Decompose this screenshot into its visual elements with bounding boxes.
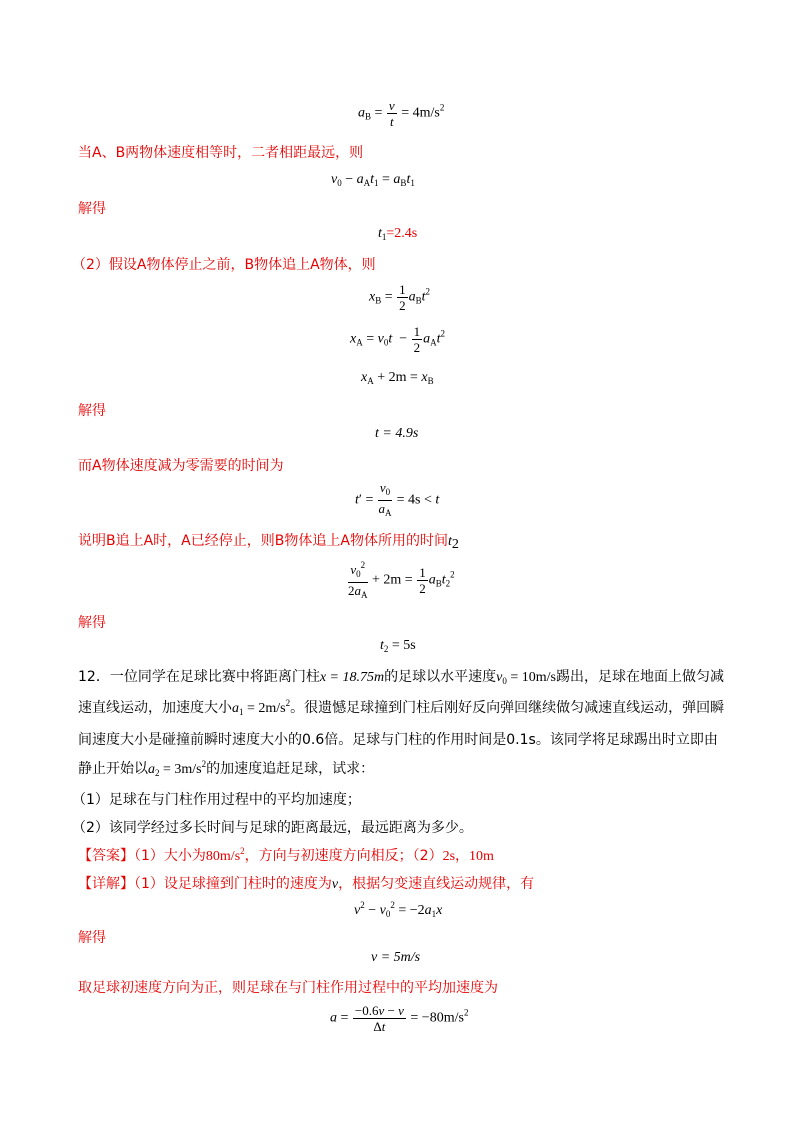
equation-equal-velocity: $v_0 - a_At_1 = a_Bt_1$ bbox=[331, 172, 415, 188]
answer-tag: 【答案】 bbox=[78, 848, 134, 864]
equation-aB: $a_B$ = $\frac{v}{t}$ = $4m/s^2$ bbox=[358, 98, 445, 129]
equation-v: v = 5m/s bbox=[371, 950, 421, 965]
question-12-part-1: （1）足球在与门柱作用过程中的平均加速度； bbox=[72, 792, 361, 808]
answer-line: 【答案】（1）大小为$80m/s^2$，方向与初速度方向相反；（2）2s，10m bbox=[78, 846, 494, 864]
q-x-value: x = 18.75m bbox=[319, 670, 385, 685]
text-line-6-text: 说明B追上A时，A已经停止，则B物体追上A物体所用的时间 bbox=[78, 533, 448, 549]
text-line-1: 当A、B两物体速度相等时，二者相距最远，则 bbox=[78, 145, 364, 161]
q-v0-value: = 10m/s bbox=[510, 670, 556, 685]
equation-xB: $x_B$ = $\frac{1}{2}$ $a_Bt^2$ bbox=[369, 282, 431, 313]
equation-xA-xB: $x_A + 2m = x_B$ bbox=[361, 370, 434, 386]
equation-t: t = 4.9s bbox=[375, 426, 419, 441]
text-line-5: 而A物体速度减为零需要的时间为 bbox=[78, 458, 284, 474]
answer-text-c: 2s，10m bbox=[442, 849, 494, 864]
text-line-2: 解得 bbox=[78, 201, 106, 217]
q-a2-value: = 3m/s bbox=[163, 762, 202, 777]
t2-value: = 5s bbox=[391, 638, 416, 653]
question-12-line-1: 12．一位同学在足球比赛中将距离门柱x = 18.75m的足球以水平速度$v_0 = 10m/s$踢出，足球在地面上做匀减 bbox=[78, 669, 724, 686]
answer-text-a: （1）大小为 bbox=[134, 848, 206, 864]
q-text-d: 速直线运动，加速度大小 bbox=[78, 700, 232, 716]
detail-text-b: ，根据匀变速直线运动规律，有 bbox=[338, 876, 535, 892]
q-text-b: 的足球以水平速度 bbox=[384, 669, 497, 685]
detail-text-a: （1）设足球撞到门柱时的速度为 bbox=[134, 876, 332, 892]
question-12-line-3: 间速度大小是碰撞前瞬时速度大小的0.6倍。足球与门柱的作用时间是0.1s。该同学将足球踢出时立即由 bbox=[78, 732, 718, 748]
text-line-4: 解得 bbox=[78, 403, 106, 419]
question-12-line-2: 速直线运动，加速度大小$a_1 = 2m/s^2$。很遗憾足球撞到门柱后刚好反向弹回继续做匀减速直线运动，弹回瞬 bbox=[78, 698, 725, 717]
equation-avg-acceleration: a = $\frac{-0.6v - v}{\Delta t}$ = $-80m/s^2$ bbox=[330, 1003, 469, 1034]
text-line-8: 解得 bbox=[78, 930, 106, 946]
equation-t-prime: t′ = $\frac{v_0}{a_A}$ = 4s < t bbox=[355, 480, 440, 518]
answer-text-b: ，方向与初速度方向相反；（2） bbox=[244, 848, 443, 864]
text-line-6: 说明B追上A时，A已经停止，则B物体追上A物体所用的时间t2 bbox=[78, 533, 459, 552]
text-line-7: 解得 bbox=[78, 615, 106, 631]
q-text-c: 踢出，足球在地面上做匀减 bbox=[555, 669, 724, 685]
t1-result: =2.4s bbox=[386, 226, 418, 241]
q-text-h: 的加速度追赶足球，试求： bbox=[206, 761, 375, 777]
q-text-e: 。很遗憾足球撞到门柱后刚好反向弹回继续做匀减速直线运动，弹回瞬 bbox=[290, 700, 725, 716]
equation-t2: $t_2 = 5s$ bbox=[380, 638, 416, 654]
equation-t1: $t_1=2.4s$ bbox=[378, 226, 418, 242]
question-12-line-4: 静止开始以$a_2 = 3m/s^2$的加速度追赶足球，试求： bbox=[78, 759, 375, 778]
question-12-part-2: （2）该同学经过多长时间与足球的距离最远，最远距离为多少。 bbox=[72, 820, 473, 836]
detail-tag: 【详解】 bbox=[78, 876, 134, 892]
text-line-9: 取足球初速度方向为正，则足球在与门柱作用过程中的平均加速度为 bbox=[78, 980, 498, 996]
q-text-g: 静止开始以 bbox=[78, 761, 148, 777]
detail-line: 【详解】（1）设足球撞到门柱时的速度为v，根据匀变速直线运动规律，有 bbox=[78, 876, 535, 892]
q-a1-value: = 2m/s bbox=[247, 701, 286, 716]
equation-v-squared: $v^2 - v_0^2 = -2a_1x$ bbox=[354, 900, 443, 919]
q-text-a: 12．一位同学在足球比赛中将距离门柱 bbox=[78, 669, 320, 685]
answer-value: 80m/s bbox=[205, 849, 241, 864]
text-line-3: （2）假设A物体停止之前，B物体追上A物体，则 bbox=[72, 257, 376, 273]
equation-t2-derivation: $\frac{v_0^2}{2a_A}$ + 2m = $\frac{1}{2}$ $a_Bt_2^2$ bbox=[348, 560, 455, 600]
equation-xA: $x_A = v_0t$ − $\frac{1}{2}$ $a_At^2$ bbox=[350, 324, 446, 355]
